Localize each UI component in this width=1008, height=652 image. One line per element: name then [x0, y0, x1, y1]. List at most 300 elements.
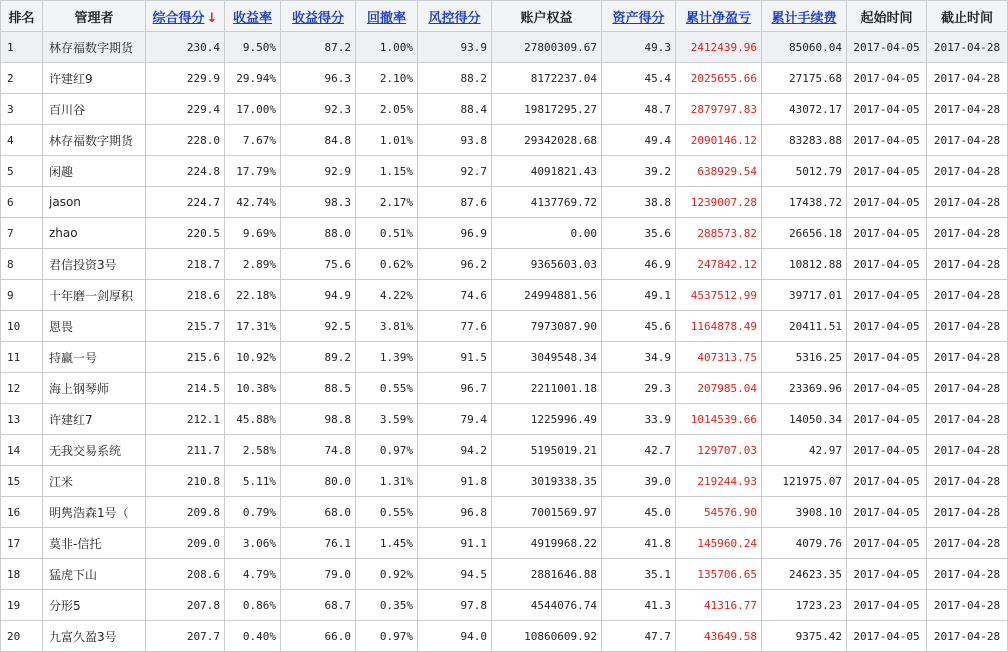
cell-start: 2017-04-05: [847, 342, 927, 373]
cell-start: 2017-04-05: [847, 125, 927, 156]
column-header-asset-score[interactable]: [602, 1, 676, 32]
cell-return-rate: 10.38%: [225, 373, 281, 404]
cell-manager: 九富久盈3号: [43, 621, 146, 652]
table-row[interactable]: [1, 373, 1008, 404]
cell-return-score: 94.9: [281, 280, 356, 311]
cell-risk-score: 97.8: [418, 590, 492, 621]
cell-manager: 明隽浩森1号（: [43, 497, 146, 528]
cell-end: 2017-04-28: [927, 249, 1008, 280]
cell-return-rate: 17.79%: [225, 156, 281, 187]
cell-rank: 9: [1, 280, 43, 311]
cell-equity: 1225996.49: [492, 404, 602, 435]
column-header-label[interactable]: 累计净盈亏: [685, 10, 751, 26]
column-header-return-rate[interactable]: [225, 1, 281, 32]
cell-end: 2017-04-28: [927, 156, 1008, 187]
table-row[interactable]: [1, 32, 1008, 63]
cell-start: 2017-04-05: [847, 94, 927, 125]
cell-return-score: 88.0: [281, 218, 356, 249]
cell-manager: 江米: [43, 466, 146, 497]
cell-composite-score: 218.6: [146, 280, 225, 311]
cell-return-score: 88.5: [281, 373, 356, 404]
cell-return-rate: 7.67%: [225, 125, 281, 156]
cell-equity: 5195019.21: [492, 435, 602, 466]
cell-return-score: 87.2: [281, 32, 356, 63]
cell-risk-score: 74.6: [418, 280, 492, 311]
cell-return-rate: 4.79%: [225, 559, 281, 590]
cell-equity: 8172237.04: [492, 63, 602, 94]
cell-rank: 5: [1, 156, 43, 187]
cell-net-pl: 1239007.28: [676, 187, 762, 218]
cell-drawdown: 0.55%: [356, 373, 418, 404]
cell-drawdown: 0.51%: [356, 218, 418, 249]
cell-rank: 14: [1, 435, 43, 466]
cell-asset-score: 29.3: [602, 373, 676, 404]
cell-drawdown: 1.31%: [356, 466, 418, 497]
cell-return-rate: 2.58%: [225, 435, 281, 466]
column-header-drawdown[interactable]: [356, 1, 418, 32]
cell-drawdown: 0.97%: [356, 621, 418, 652]
cell-fees: 39717.01: [762, 280, 847, 311]
cell-rank: 15: [1, 466, 43, 497]
column-header-label[interactable]: 收益率: [232, 10, 272, 26]
cell-manager: 百川谷: [43, 94, 146, 125]
cell-drawdown: 3.81%: [356, 311, 418, 342]
cell-drawdown: 2.17%: [356, 187, 418, 218]
cell-rank: 1: [1, 32, 43, 63]
cell-drawdown: 1.00%: [356, 32, 418, 63]
cell-risk-score: 93.9: [418, 32, 492, 63]
cell-risk-score: 94.5: [418, 559, 492, 590]
column-header-label[interactable]: 综合得分: [152, 10, 205, 26]
cell-asset-score: 39.0: [602, 466, 676, 497]
cell-end: 2017-04-28: [927, 342, 1008, 373]
cell-fees: 83283.88: [762, 125, 847, 156]
cell-asset-score: 49.3: [602, 32, 676, 63]
cell-end: 2017-04-28: [927, 590, 1008, 621]
cell-fees: 9375.42: [762, 621, 847, 652]
cell-equity: 7001569.97: [492, 497, 602, 528]
cell-start: 2017-04-05: [847, 156, 927, 187]
cell-manager: 许建红7: [43, 404, 146, 435]
table-row[interactable]: [1, 497, 1008, 528]
cell-composite-score: 211.7: [146, 435, 225, 466]
cell-asset-score: 39.2: [602, 156, 676, 187]
cell-drawdown: 3.59%: [356, 404, 418, 435]
cell-end: 2017-04-28: [927, 528, 1008, 559]
cell-end: 2017-04-28: [927, 404, 1008, 435]
cell-manager: 海上钢琴师: [43, 373, 146, 404]
cell-fees: 26656.18: [762, 218, 847, 249]
table-row[interactable]: [1, 218, 1008, 249]
cell-manager: 十年磨一剑厚积: [43, 280, 146, 311]
cell-fees: 1723.23: [762, 590, 847, 621]
cell-end: 2017-04-28: [927, 373, 1008, 404]
cell-composite-score: 208.6: [146, 559, 225, 590]
cell-rank: 12: [1, 373, 43, 404]
cell-asset-score: 49.1: [602, 280, 676, 311]
cell-fees: 5316.25: [762, 342, 847, 373]
column-header-label[interactable]: 累计手续费: [771, 10, 837, 26]
cell-asset-score: 33.9: [602, 404, 676, 435]
cell-drawdown: 4.22%: [356, 280, 418, 311]
cell-equity: 4137769.72: [492, 187, 602, 218]
table-row[interactable]: [1, 249, 1008, 280]
cell-start: 2017-04-05: [847, 621, 927, 652]
cell-start: 2017-04-05: [847, 63, 927, 94]
cell-composite-score: 214.5: [146, 373, 225, 404]
cell-composite-score: 224.8: [146, 156, 225, 187]
cell-return-rate: 9.50%: [225, 32, 281, 63]
table-row[interactable]: [1, 94, 1008, 125]
cell-equity: 4544076.74: [492, 590, 602, 621]
cell-start: 2017-04-05: [847, 373, 927, 404]
cell-asset-score: 41.3: [602, 590, 676, 621]
cell-end: 2017-04-28: [927, 187, 1008, 218]
cell-manager: 分形5: [43, 590, 146, 621]
cell-manager: 猛虎下山: [43, 559, 146, 590]
table-body: [1, 32, 1008, 652]
cell-asset-score: 38.8: [602, 187, 676, 218]
cell-manager: 君信投资3号: [43, 249, 146, 280]
cell-net-pl: 2025655.66: [676, 63, 762, 94]
cell-risk-score: 88.4: [418, 94, 492, 125]
cell-manager: 林存福数字期货: [43, 32, 146, 63]
cell-return-rate: 0.79%: [225, 497, 281, 528]
column-header-rank: [1, 1, 43, 32]
cell-rank: 19: [1, 590, 43, 621]
cell-net-pl: 407313.75: [676, 342, 762, 373]
cell-asset-score: 35.6: [602, 218, 676, 249]
cell-start: 2017-04-05: [847, 466, 927, 497]
cell-rank: 10: [1, 311, 43, 342]
cell-end: 2017-04-28: [927, 311, 1008, 342]
cell-return-rate: 5.11%: [225, 466, 281, 497]
cell-rank: 13: [1, 404, 43, 435]
cell-net-pl: 41316.77: [676, 590, 762, 621]
column-header-label[interactable]: 收益得分: [291, 10, 344, 26]
cell-risk-score: 91.1: [418, 528, 492, 559]
cell-drawdown: 1.45%: [356, 528, 418, 559]
cell-net-pl: 135706.65: [676, 559, 762, 590]
cell-composite-score: 215.7: [146, 311, 225, 342]
cell-fees: 27175.68: [762, 63, 847, 94]
cell-return-rate: 9.69%: [225, 218, 281, 249]
cell-fees: 85060.04: [762, 32, 847, 63]
cell-equity: 29342028.68: [492, 125, 602, 156]
cell-return-rate: 0.86%: [225, 590, 281, 621]
cell-start: 2017-04-05: [847, 218, 927, 249]
cell-rank: 17: [1, 528, 43, 559]
cell-return-rate: 2.89%: [225, 249, 281, 280]
cell-end: 2017-04-28: [927, 466, 1008, 497]
cell-return-score: 89.2: [281, 342, 356, 373]
cell-equity: 9365603.03: [492, 249, 602, 280]
cell-start: 2017-04-05: [847, 435, 927, 466]
cell-drawdown: 0.35%: [356, 590, 418, 621]
cell-rank: 4: [1, 125, 43, 156]
cell-manager: 闲趣: [43, 156, 146, 187]
cell-start: 2017-04-05: [847, 590, 927, 621]
cell-fees: 10812.88: [762, 249, 847, 280]
cell-end: 2017-04-28: [927, 32, 1008, 63]
cell-start: 2017-04-05: [847, 559, 927, 590]
column-header-composite-score[interactable]: [146, 1, 225, 32]
cell-end: 2017-04-28: [927, 63, 1008, 94]
column-header-label: 起始时间: [860, 10, 913, 26]
column-header-fees[interactable]: [762, 1, 847, 32]
cell-fees: 3908.10: [762, 497, 847, 528]
cell-start: 2017-04-05: [847, 497, 927, 528]
cell-drawdown: 1.15%: [356, 156, 418, 187]
table-row[interactable]: [1, 311, 1008, 342]
cell-risk-score: 94.2: [418, 435, 492, 466]
cell-drawdown: 0.62%: [356, 249, 418, 280]
cell-fees: 5012.79: [762, 156, 847, 187]
cell-rank: 6: [1, 187, 43, 218]
cell-asset-score: 45.6: [602, 311, 676, 342]
table-row[interactable]: [1, 621, 1008, 652]
table-row[interactable]: [1, 342, 1008, 373]
cell-end: 2017-04-28: [927, 218, 1008, 249]
cell-risk-score: 96.9: [418, 218, 492, 249]
cell-return-score: 98.8: [281, 404, 356, 435]
cell-end: 2017-04-28: [927, 435, 1008, 466]
cell-net-pl: 219244.93: [676, 466, 762, 497]
cell-manager: 无我交易系统: [43, 435, 146, 466]
cell-rank: 11: [1, 342, 43, 373]
cell-composite-score: 218.7: [146, 249, 225, 280]
cell-risk-score: 96.2: [418, 249, 492, 280]
cell-start: 2017-04-05: [847, 32, 927, 63]
cell-fees: 121975.07: [762, 466, 847, 497]
cell-return-score: 98.3: [281, 187, 356, 218]
cell-net-pl: 4537512.99: [676, 280, 762, 311]
cell-return-score: 68.0: [281, 497, 356, 528]
cell-return-score: 75.6: [281, 249, 356, 280]
cell-risk-score: 91.5: [418, 342, 492, 373]
cell-fees: 14050.34: [762, 404, 847, 435]
cell-composite-score: 229.9: [146, 63, 225, 94]
column-header-label: 截止时间: [940, 10, 993, 26]
cell-risk-score: 87.6: [418, 187, 492, 218]
cell-return-score: 74.8: [281, 435, 356, 466]
cell-net-pl: 2879797.83: [676, 94, 762, 125]
cell-manager: jason: [43, 187, 146, 218]
cell-risk-score: 79.4: [418, 404, 492, 435]
cell-return-score: 68.7: [281, 590, 356, 621]
sort-desc-arrow-icon[interactable]: ↓: [206, 10, 218, 26]
cell-return-score: 92.3: [281, 94, 356, 125]
cell-asset-score: 45.0: [602, 497, 676, 528]
cell-net-pl: 1164878.49: [676, 311, 762, 342]
column-header-net-pl[interactable]: [676, 1, 762, 32]
cell-end: 2017-04-28: [927, 559, 1008, 590]
cell-drawdown: 1.01%: [356, 125, 418, 156]
cell-fees: 20411.51: [762, 311, 847, 342]
cell-end: 2017-04-28: [927, 125, 1008, 156]
cell-net-pl: 129707.03: [676, 435, 762, 466]
cell-drawdown: 0.97%: [356, 435, 418, 466]
column-header-label: 账户权益: [520, 10, 573, 26]
cell-return-rate: 17.00%: [225, 94, 281, 125]
cell-asset-score: 42.7: [602, 435, 676, 466]
cell-fees: 24623.35: [762, 559, 847, 590]
cell-asset-score: 35.1: [602, 559, 676, 590]
cell-composite-score: 212.1: [146, 404, 225, 435]
cell-fees: 23369.96: [762, 373, 847, 404]
table-row[interactable]: [1, 63, 1008, 94]
cell-composite-score: 230.4: [146, 32, 225, 63]
cell-net-pl: 207985.04: [676, 373, 762, 404]
cell-composite-score: 210.8: [146, 466, 225, 497]
cell-risk-score: 92.7: [418, 156, 492, 187]
cell-asset-score: 48.7: [602, 94, 676, 125]
column-header-return-score[interactable]: [281, 1, 356, 32]
cell-manager: 持赢一号: [43, 342, 146, 373]
cell-equity: 4091821.43: [492, 156, 602, 187]
cell-composite-score: 228.0: [146, 125, 225, 156]
cell-equity: 0.00: [492, 218, 602, 249]
cell-return-score: 96.3: [281, 63, 356, 94]
cell-equity: 7973087.90: [492, 311, 602, 342]
cell-fees: 17438.72: [762, 187, 847, 218]
cell-net-pl: 1014539.66: [676, 404, 762, 435]
cell-asset-score: 34.9: [602, 342, 676, 373]
cell-composite-score: 207.7: [146, 621, 225, 652]
cell-equity: 4919968.22: [492, 528, 602, 559]
cell-end: 2017-04-28: [927, 280, 1008, 311]
cell-start: 2017-04-05: [847, 187, 927, 218]
cell-fees: 43072.17: [762, 94, 847, 125]
cell-return-score: 76.1: [281, 528, 356, 559]
cell-asset-score: 47.7: [602, 621, 676, 652]
cell-return-score: 84.8: [281, 125, 356, 156]
cell-composite-score: 215.6: [146, 342, 225, 373]
column-header-label[interactable]: 风控得分: [428, 10, 481, 26]
table-row[interactable]: [1, 435, 1008, 466]
cell-composite-score: 220.5: [146, 218, 225, 249]
table-row[interactable]: [1, 156, 1008, 187]
cell-equity: 3019338.35: [492, 466, 602, 497]
table-row[interactable]: [1, 590, 1008, 621]
column-header-manager: [43, 1, 146, 32]
table-row[interactable]: [1, 280, 1008, 311]
cell-risk-score: 93.8: [418, 125, 492, 156]
cell-equity: 24994881.56: [492, 280, 602, 311]
cell-manager: zhao: [43, 218, 146, 249]
table-header-row: [1, 1, 1008, 32]
column-header-start: [847, 1, 927, 32]
column-header-label: 排名: [8, 10, 35, 26]
cell-asset-score: 41.8: [602, 528, 676, 559]
cell-net-pl: 43649.58: [676, 621, 762, 652]
table-row[interactable]: [1, 125, 1008, 156]
cell-end: 2017-04-28: [927, 497, 1008, 528]
cell-equity: 19817295.27: [492, 94, 602, 125]
cell-drawdown: 2.05%: [356, 94, 418, 125]
cell-drawdown: 0.55%: [356, 497, 418, 528]
cell-net-pl: 247842.12: [676, 249, 762, 280]
cell-return-score: 92.9: [281, 156, 356, 187]
cell-net-pl: 2412439.96: [676, 32, 762, 63]
column-header-label[interactable]: 回撤率: [366, 10, 406, 26]
table-row[interactable]: [1, 466, 1008, 497]
cell-risk-score: 94.0: [418, 621, 492, 652]
cell-composite-score: 209.8: [146, 497, 225, 528]
cell-start: 2017-04-05: [847, 280, 927, 311]
cell-start: 2017-04-05: [847, 528, 927, 559]
cell-equity: 10860609.92: [492, 621, 602, 652]
cell-risk-score: 91.8: [418, 466, 492, 497]
cell-net-pl: 2090146.12: [676, 125, 762, 156]
cell-composite-score: 224.7: [146, 187, 225, 218]
table-row[interactable]: [1, 528, 1008, 559]
cell-drawdown: 0.92%: [356, 559, 418, 590]
table-row[interactable]: [1, 559, 1008, 590]
cell-fees: 42.97: [762, 435, 847, 466]
cell-return-rate: 17.31%: [225, 311, 281, 342]
cell-equity: 3049548.34: [492, 342, 602, 373]
cell-drawdown: 2.10%: [356, 63, 418, 94]
cell-rank: 18: [1, 559, 43, 590]
cell-manager: 恩畏: [43, 311, 146, 342]
cell-net-pl: 638929.54: [676, 156, 762, 187]
table-row[interactable]: [1, 404, 1008, 435]
cell-composite-score: 209.0: [146, 528, 225, 559]
column-header-risk-score[interactable]: [418, 1, 492, 32]
column-header-equity: [492, 1, 602, 32]
cell-manager: 林存福数字期货: [43, 125, 146, 156]
cell-return-score: 79.0: [281, 559, 356, 590]
cell-rank: 20: [1, 621, 43, 652]
cell-net-pl: 54576.90: [676, 497, 762, 528]
table-row[interactable]: [1, 187, 1008, 218]
cell-equity: 2211001.18: [492, 373, 602, 404]
cell-start: 2017-04-05: [847, 249, 927, 280]
cell-composite-score: 229.4: [146, 94, 225, 125]
cell-return-rate: 45.88%: [225, 404, 281, 435]
cell-rank: 3: [1, 94, 43, 125]
cell-fees: 4079.76: [762, 528, 847, 559]
cell-asset-score: 49.4: [602, 125, 676, 156]
cell-return-rate: 3.06%: [225, 528, 281, 559]
cell-asset-score: 45.4: [602, 63, 676, 94]
cell-net-pl: 288573.82: [676, 218, 762, 249]
cell-risk-score: 96.7: [418, 373, 492, 404]
cell-rank: 8: [1, 249, 43, 280]
cell-end: 2017-04-28: [927, 94, 1008, 125]
cell-rank: 2: [1, 63, 43, 94]
cell-return-rate: 42.74%: [225, 187, 281, 218]
cell-start: 2017-04-05: [847, 404, 927, 435]
cell-return-rate: 29.94%: [225, 63, 281, 94]
cell-end: 2017-04-28: [927, 621, 1008, 652]
cell-return-rate: 10.92%: [225, 342, 281, 373]
cell-risk-score: 88.2: [418, 63, 492, 94]
cell-net-pl: 145960.24: [676, 528, 762, 559]
cell-equity: 27800309.67: [492, 32, 602, 63]
cell-return-rate: 0.40%: [225, 621, 281, 652]
cell-manager: 莫非-信托: [43, 528, 146, 559]
cell-composite-score: 207.8: [146, 590, 225, 621]
cell-return-rate: 22.18%: [225, 280, 281, 311]
cell-rank: 16: [1, 497, 43, 528]
cell-return-score: 92.5: [281, 311, 356, 342]
cell-drawdown: 1.39%: [356, 342, 418, 373]
column-header-label[interactable]: 资产得分: [612, 10, 665, 26]
cell-rank: 7: [1, 218, 43, 249]
column-header-end: [927, 1, 1008, 32]
